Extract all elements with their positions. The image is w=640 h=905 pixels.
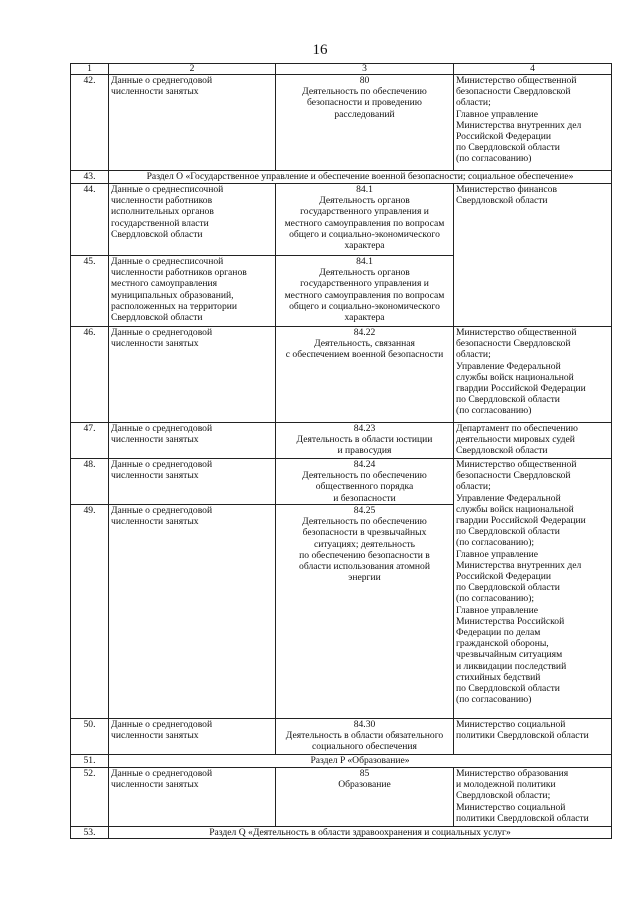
data-source-cell (109, 459, 276, 505)
table-row (71, 75, 612, 171)
table-row (71, 327, 612, 423)
data-source-text: Данные о среднесписочной численности работников исполнительных органов государственной власти Свердловской области (111, 184, 224, 240)
header-col-3: 3 (276, 64, 454, 75)
section-title: Раздел Q «Деятельность в области здравоохранения и социальных услуг» (109, 827, 612, 839)
data-source-text: Данные о среднегодовой численности занятых (111, 768, 213, 791)
activity-cell (276, 184, 454, 256)
responsible-cell (454, 75, 612, 171)
activity-code: 84.22 (353, 327, 376, 338)
data-source-cell (109, 327, 276, 423)
activity-cell (276, 75, 454, 171)
responsible-text: Министерство финансов Свердловской области (456, 184, 558, 207)
responsible-text: Департамент по обеспечению деятельности мировых судей Свердловской области (456, 423, 578, 457)
responsible-cell (454, 184, 612, 327)
header-col-2: 2 (109, 64, 276, 75)
activity-name: Деятельность органов государственного управления и местного самоуправления по вопросам общего и социально-экономического характера (284, 267, 445, 324)
section-row (71, 755, 612, 768)
table-row (71, 423, 612, 459)
activity-name: Деятельность в области обязательного социального обеспечения (285, 730, 444, 753)
table-header-row (71, 64, 612, 75)
responsible-text: Министерство общественной безопасности Свердловской области; Управление Федеральной службы войск национальной гвардии Российской Федерации по Свердловской области (по согласованию) (456, 327, 586, 417)
table-row (71, 719, 612, 755)
responsible-cell (454, 423, 612, 459)
responsible-cell (454, 719, 612, 755)
activity-cell (276, 505, 454, 719)
row-number: 47. (71, 423, 109, 459)
activity-name: Деятельность по обеспечению безопасности в чрезвычайных ситуациях; деятельность по обеспечению безопасности в области использования атомной энергии (299, 516, 430, 584)
responsible-cell (454, 459, 612, 719)
activity-code: 84.1 (356, 256, 373, 267)
activity-code: 84.25 (353, 505, 376, 516)
section-title: Раздел P «Образование» (109, 755, 612, 768)
data-source-text: Данные о среднегодовой численности занятых (111, 423, 213, 446)
row-number: 50. (71, 719, 109, 755)
row-number: 49. (71, 505, 109, 719)
row-number: 42. (71, 75, 109, 171)
section-row (71, 827, 612, 839)
data-source-cell (109, 719, 276, 755)
activity-code: 84.1 (356, 184, 373, 195)
table-row (71, 459, 612, 505)
data-source-cell (109, 75, 276, 171)
data-source-text: Данные о среднесписочной численности работников органов местного самоуправления муниципальных образований, расположенных на территории Свердловской области (111, 256, 247, 324)
activity-cell (276, 327, 454, 423)
page-number: 16 (312, 42, 328, 58)
activity-cell (276, 423, 454, 459)
responsible-text: Министерство образования и молодежной политики Свердловской области; Министерство социальной политики Свердловской области (456, 768, 589, 824)
row-number: 52. (71, 768, 109, 827)
data-source-text: Данные о среднегодовой численности занятых (111, 459, 213, 482)
header-col-1: 1 (71, 64, 109, 75)
activity-cell (276, 768, 454, 827)
responsible-text: Министерство социальной политики Свердловской области (456, 719, 589, 742)
data-source-text: Данные о среднегодовой численности занятых (111, 327, 213, 350)
row-number: 44. (71, 184, 109, 256)
activity-code: 84.23 (353, 423, 376, 434)
data-source-text: Данные о среднегодовой численности занятых (111, 75, 213, 98)
activity-name: Деятельность по обеспечению общественного порядка и безопасности (302, 470, 427, 504)
activity-code: 84.30 (353, 719, 376, 730)
data-source-cell (109, 505, 276, 719)
row-number: 51. (71, 755, 109, 768)
row-number: 43. (71, 171, 109, 184)
data-source-cell (109, 768, 276, 827)
data-source-text: Данные о среднегодовой численности занятых (111, 505, 213, 528)
row-number: 45. (71, 256, 109, 327)
activity-name: Деятельность органов государственного управления и местного самоуправления по вопросам общего и социально-экономического характера (284, 195, 445, 252)
row-number: 53. (71, 827, 109, 839)
activity-name: Деятельность в области юстиции и правосудия (296, 434, 433, 457)
row-number: 48. (71, 459, 109, 505)
data-table (70, 63, 612, 839)
data-source-cell (109, 256, 276, 327)
activity-name: Деятельность по обеспечению безопасности и проведению расследований (302, 86, 427, 120)
activity-name: Деятельность, связанная с обеспечением военной безопасности (285, 338, 444, 361)
responsible-text: Министерство общественной безопасности Свердловской области; Управление Федеральной службы войск национальной гвардии Российской Федерации по Свердловской области (по согласованию); Главное управление Министерства внутренних дел Российской Федерации по Свердловской области (по согласованию); Главное управление Министерства Российской Федерации по делам гражданской обороны, чрезвычайным ситуациям и ликвидации последствий стихийных бедствий по Свердловской области (по согласованию) (456, 459, 586, 706)
activity-code: 84.24 (353, 459, 376, 470)
data-source-cell (109, 423, 276, 459)
activity-code: 85 (359, 768, 370, 779)
activity-cell (276, 719, 454, 755)
row-number: 46. (71, 327, 109, 423)
activity-cell (276, 459, 454, 505)
responsible-cell (454, 768, 612, 827)
activity-name: Образование (338, 779, 391, 791)
table-row (71, 184, 612, 256)
activity-code: 80 (359, 75, 370, 86)
data-source-text: Данные о среднегодовой численности занятых (111, 719, 213, 742)
responsible-text: Министерство общественной безопасности Свердловской области; Главное управление Министерства внутренних дел Российской Федерации по Свердловской области (по согласованию) (456, 75, 582, 165)
section-row (71, 171, 612, 184)
section-title: Раздел O «Государственное управление и обеспечение военной безопасности; социальное обеспечение» (109, 171, 612, 184)
activity-cell (276, 256, 454, 327)
header-col-4: 4 (454, 64, 612, 75)
data-source-cell (109, 184, 276, 256)
responsible-cell (454, 327, 612, 423)
table-row (71, 768, 612, 827)
